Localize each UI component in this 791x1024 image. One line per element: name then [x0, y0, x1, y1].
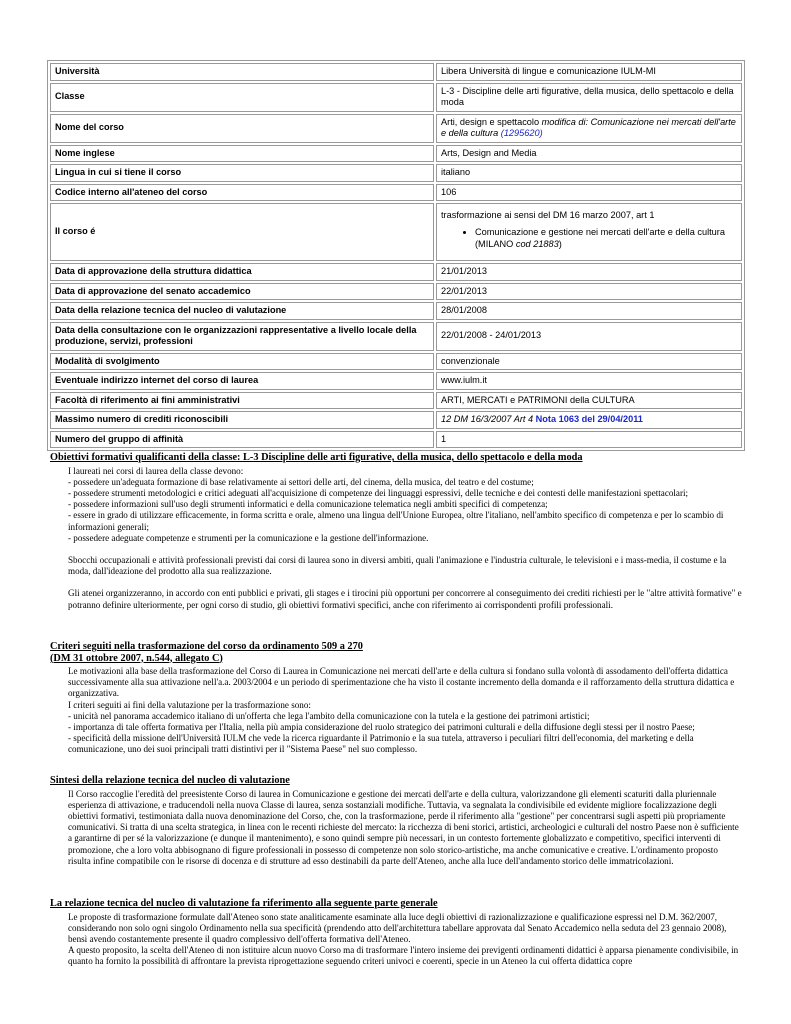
row-value: 22/01/2008 - 24/01/2013 [436, 322, 742, 351]
course-modification: modifica di: Comunicazione nei mercati dell'arte e della cultura [441, 116, 736, 138]
paragraph [68, 588, 742, 610]
section-body [68, 466, 742, 611]
row-value: 22/01/2013 [436, 283, 742, 301]
text-line: I laureati nei corsi di laurea della classe devono: [68, 465, 244, 476]
text-line: - possedere informazioni sull'uso degli strumenti informatici e della comunicazione telematica negli ambiti specifici di competenza; [68, 499, 548, 510]
list-item-code: cod 21883 [515, 238, 559, 249]
table-row [50, 164, 742, 182]
paragraph [68, 789, 742, 867]
table-row [50, 431, 742, 449]
text-line: A questo proposito, la scelta dell'Ateneo di non istituire alcun nuovo Corso ma di trasformare l'intero insieme dei previgenti ordinamenti didattici è apparsa pienamente condivisibile, in quanto ha fornito la possibilità di affrontare la prevista riprogettazione seguendo criteri univoci e coerenti, specie in un Ateneo la cui offerta didattica copre [68, 945, 739, 967]
row-key: Classe [50, 83, 434, 112]
table-row [50, 145, 742, 163]
row-key: Università [50, 63, 434, 81]
section-title: Criteri seguiti nella trasformazione del corso da ordinamento 509 a 270 [50, 641, 363, 652]
section-body [68, 789, 742, 867]
section-body [68, 912, 742, 968]
table-row [50, 392, 742, 410]
row-key: Data di approvazione del senato accademico [50, 283, 434, 301]
course-name: Arti, design e spettacolo [441, 116, 542, 127]
table-row [50, 353, 742, 371]
text-line: Sbocchi occupazionali e attività professionali previsti dai corsi di laurea sono in diversi ambiti, quali l'animazione e l'industria culturale, le televisioni e i mass-media, il costume e la moda, dall'ideazione del prodotto alla sua realizzazione. [68, 554, 727, 577]
row-value [436, 114, 742, 143]
row-key: Codice interno all'ateneo del corso [50, 184, 434, 202]
table-row [50, 63, 742, 81]
row-value: convenzionale [436, 353, 742, 371]
table-row [50, 322, 742, 351]
text-line: - possedere adeguate competenze e strumenti per la comunicazione e la gestione dell'informazione. [68, 532, 429, 543]
section-sintesi [50, 775, 742, 867]
row-key: Data della consultazione con le organizzazioni rappresentative a livello locale della produzione, servizi, professioni [50, 322, 434, 351]
row-key: Data della relazione tecnica del nucleo di valutazione [50, 302, 434, 320]
text-line: - specificità della missione dell'Università IULM che vede la ricerca riguardante il Patrimonio e la sua tutela, attraverso i peculiari filtri dell'economia, del marketing e della comunicazione, uno dei suoi principali tratti distintivi per il "Sistema Paese" nel suo complesso. [68, 733, 694, 755]
row-value: 28/01/2008 [436, 302, 742, 320]
text-line: Gli atenei organizzeranno, in accordo con enti pubblici e privati, gli stages e i tirocini più opportuni per concorrere al conseguimento dei crediti richiesti per le "altre attività formative" e potranno definire ulteriormente, per ogni corso di studio, gli obiettivi formativi specifici, anche con riferimento ai corrispondenti profili professionali. [68, 588, 742, 610]
table-row [50, 283, 742, 301]
text-line: - unicità nel panorama accademico italiano di un'offerta che lega l'ambito della comunicazione con la tutela e la gestione dei patrimoni artistici; [68, 710, 590, 721]
row-key: Il corso é [50, 203, 434, 261]
table-row [50, 114, 742, 143]
section-title: La relazione tecnica del nucleo di valutazione fa riferimento alla seguente parte generale [50, 898, 438, 909]
row-key: Numero del gruppo di affinità [50, 431, 434, 449]
row-key: Massimo numero di crediti riconoscibili [50, 411, 434, 429]
table-row [50, 372, 742, 390]
row-value: 1 [436, 431, 742, 449]
course-info-table [47, 60, 745, 451]
section-obiettivi [50, 452, 742, 611]
list-item-close: ) [558, 238, 562, 249]
text-line: - essere in grado di utilizzare efficacemente, in forma scritta e orale, almeno una lingua dell'Unione Europea, oltre l'italiano, nell'ambito specifico di competenza e per lo scambio di informazioni generali; [68, 510, 724, 532]
table-row [50, 263, 742, 281]
text-line: Il Corso raccoglie l'eredità del preesistente Corso di laurea in Comunicazione e gestione dei mercati dell'arte e della cultura, valorizzandone gli elementi scaturiti dalla pluriennale esperienza di attivazione, e traducendoli nella nuova Classe di laurea, senza sostanziali modifiche. Tuttavia, va segnalata la condivisibile ed evidente migliore focalizzazione degli obiettivi formativi, testimoniata dalla nuova denominazione del Corso, che, con la trasformazione, perde il riferimento alla "gestione" per concentrarsi sugli aspetti più propriamente comunicativi. Si tratta di una scelta strategica, in linea con le recenti richieste del mercato: la ricchezza di beni storici, artistici, archeologici e culturali del nostro Paese non è sufficiente a garantirne di per sé la valorizzazione (e dunque il mantenimento), e sono quindi sempre più necessari, in un contesto fortemente globalizzato e competitivo, specifici interventi di promozione, che a loro volta abbisognano di figure professionali in possesso di competenze non solo storico-artistiche, ma anche comunicative e creative. L'ordinamento proposto risulta infine compatibile con le risorse di docenza e di strutture ad esso destinabili da parte dell'Ateneo, anche alla luce dell'andamento storico delle immatricolazioni. [68, 788, 739, 866]
row-key: Modalità di svolgimento [50, 353, 434, 371]
paragraph [68, 466, 742, 544]
row-value: ARTI, MERCATI e PATRIMONI della CULTURA [436, 392, 742, 410]
paragraph [68, 912, 742, 968]
text-line: I criteri seguiti ai fini della valutazione per la trasformazione sono: [68, 699, 311, 710]
section-subtitle: (DM 31 ottobre 2007, n.544, allegato C) [50, 652, 223, 664]
row-value: 21/01/2013 [436, 263, 742, 281]
row-value: L-3 - Discipline delle arti figurative, della musica, dello spettacolo e della moda [436, 83, 742, 112]
section-criteri [50, 641, 742, 756]
row-value: www.iulm.it [436, 372, 742, 390]
row-key: Nome del corso [50, 114, 434, 143]
table-row [50, 203, 742, 261]
row-value [436, 411, 742, 429]
credits-note: 12 DM 16/3/2007 Art 4 [441, 414, 536, 424]
table-row [50, 302, 742, 320]
row-value [436, 203, 742, 261]
row-value: Arts, Design and Media [436, 145, 742, 163]
row-key: Facoltà di riferimento ai fini amministrativi [50, 392, 434, 410]
paragraph [68, 666, 742, 756]
section-relazione [50, 898, 742, 968]
paragraph [68, 555, 742, 577]
table-row [50, 184, 742, 202]
row-key: Data di approvazione della struttura didattica [50, 263, 434, 281]
text-line: - possedere un'adeguata formazione di base relativamente ai settori delle arti, del cinema, della musica, del teatro e del costume; [68, 476, 534, 487]
row-key: Eventuale indirizzo internet del corso di laurea [50, 372, 434, 390]
transformation-text: trasformazione ai sensi del DM 16 marzo 2007, art 1 [441, 209, 655, 220]
row-value: 106 [436, 184, 742, 202]
course-list [441, 227, 737, 250]
section-title: Sintesi della relazione tecnica del nucleo di valutazione [50, 775, 290, 786]
row-key: Lingua in cui si tiene il corso [50, 164, 434, 182]
text-line: Le motivazioni alla base della trasformazione del Corso di Laurea in Comunicazione nei mercati dell'arte e della cultura si fondano sulla volontà di assodamento dell'offerta didattica successivamente alla sua attivazione nell'a.a. 2003/2004 e un periodo di sperimentazione che ha visto il costante incremento della domanda e il rafforzamento della struttura didattica e organizzativa. [68, 666, 735, 699]
row-value: Libera Università di lingue e comunicazione IULM-MI [436, 63, 742, 81]
list-item-text: Comunicazione e gestione nei mercati dell'arte e della cultura (MILANO [475, 227, 725, 249]
section-body [68, 666, 742, 756]
table-row [50, 411, 742, 429]
row-key: Nome inglese [50, 145, 434, 163]
text-line: Le proposte di trasformazione formulate dall'Ateneo sono state analiticamente esaminate alla luce degli obiettivi di razionalizzazione e qualificazione espressi nel D.M. 362/2007, considerando non solo ogni singolo Ordinamento nella sua specificità (prendendo atto dell'architettura tabellare approvata dal Senato Accademico nella seduta del 23 gennaio 2008), bensì avendo costantemente presente il quadro complessivo dell'offerta formativa dell'Ateneo. [68, 911, 727, 944]
nota-link[interactable]: Nota 1063 del 29/04/2011 [535, 414, 643, 424]
row-value: italiano [436, 164, 742, 182]
course-code-link[interactable]: (1295620) [500, 128, 543, 138]
text-line: - possedere strumenti metodologici e critici adeguati all'acquisizione di competenze dei linguaggi espressivi, delle tecniche e dei contesti delle manifestazioni spettacolari; [68, 487, 689, 498]
list-item [475, 227, 737, 250]
section-title: Obiettivi formativi qualificanti della classe: L-3 Discipline delle arti figurative, della musica, dello spettacolo e della moda [50, 452, 583, 463]
table-row [50, 83, 742, 112]
text-line: - importanza di tale offerta formativa per l'Italia, nella più ampia considerazione del ruolo strategico dei patrimoni culturali e della diffusione degli stessi per il nostro Paese; [68, 722, 695, 733]
